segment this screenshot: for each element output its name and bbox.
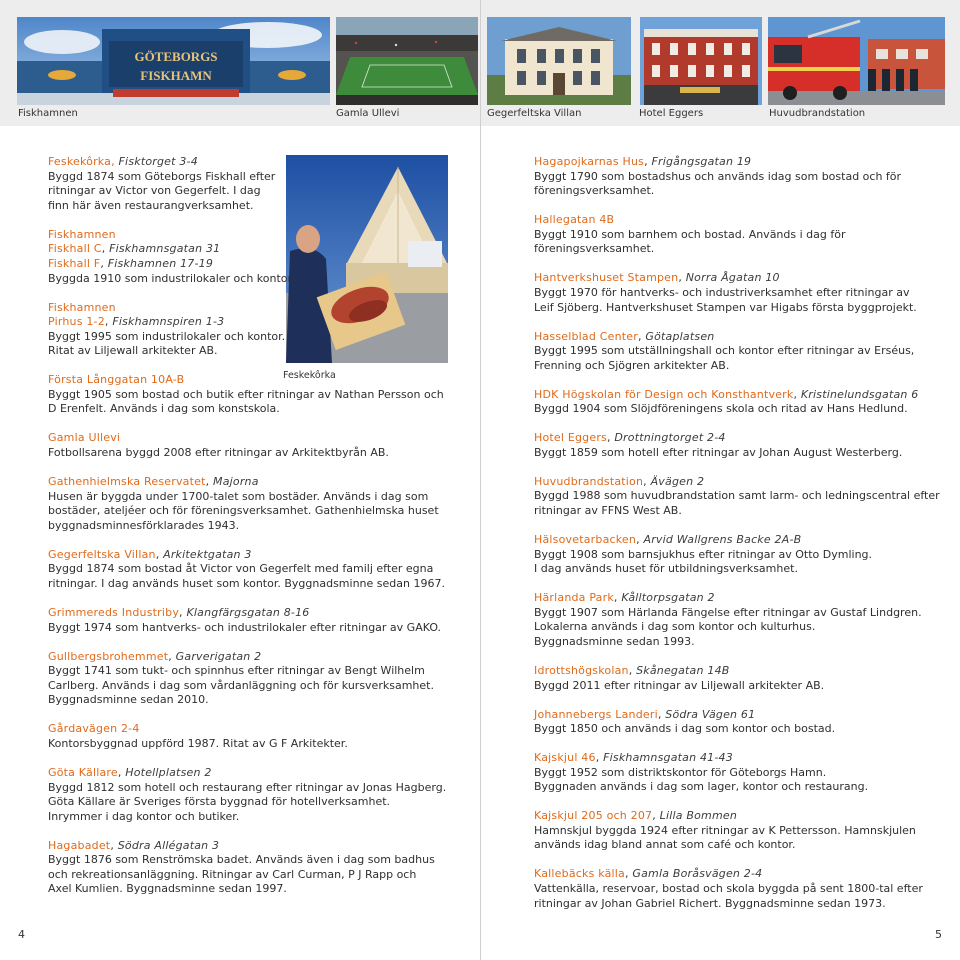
entry-description: Byggt 1952 som distriktskontor för Göteborgs Hamn. xyxy=(534,765,827,779)
entry-title-sep: , xyxy=(179,605,187,619)
entry-hantverkshuset-stampen xyxy=(534,271,934,315)
entry-description: används idag bland annat som café och kontor. xyxy=(534,838,796,852)
entry-description: Byggt 1995 som utställningshall och kontor efter ritningar av Erséus, xyxy=(534,344,915,358)
entry-title: Hasselblad Center xyxy=(534,329,638,343)
entry-description: och rekreationsanläggning. Ritningar av Carl Curman, P J Rapp och xyxy=(48,867,417,881)
entry-title-sep: , xyxy=(104,315,113,329)
entry-grimmereds xyxy=(48,605,442,635)
entry-gardavagen xyxy=(48,722,438,751)
entry-address: Fiskhamnsgatan 31 xyxy=(109,242,221,256)
entry-title: Johannebergs Landeri xyxy=(534,707,658,721)
caption-gamla-ullevi: Gamla Ullevi xyxy=(336,108,400,119)
photo-hotel-eggers xyxy=(640,17,762,105)
entry-title-sep: , xyxy=(205,475,213,489)
entry-title: Pirhus 1-2 xyxy=(48,315,105,329)
entry-title-sep: , xyxy=(628,663,637,677)
entry-description: Byggnadsminne sedan 1993. xyxy=(534,634,695,648)
entry-description: Vattenkälla, reservoar, bostad och skola byggda på sent 1800-tal efter xyxy=(534,882,923,896)
entry-title: Fiskhamnen xyxy=(48,300,116,314)
entry-description: Frenning och Sjögren arkitekter AB. xyxy=(534,358,730,372)
entry-title: Kajskjul 46 xyxy=(534,751,596,765)
entry-title-sep: , xyxy=(657,707,666,721)
entry-title-sep: , xyxy=(678,271,686,285)
entry-description: Byggda 1910 som industrilokaler och kontor. xyxy=(48,271,295,285)
entry-description: Byggnadsminne sedan 2010. xyxy=(48,693,209,707)
entry-address: Skånegatan 14B xyxy=(636,663,730,677)
entry-title: Gårdavägen 2-4 xyxy=(48,722,140,736)
entry-title: Grimmereds Industriby xyxy=(48,605,180,619)
entry-address: Kålltorpsgatan 2 xyxy=(621,591,715,605)
entry-description: Byggt 1908 som barnsjukhus efter ritningar av Otto Dymling. xyxy=(534,547,873,561)
entry-description: Byggt 1859 som hotell efter ritningar av Johan August Westerberg. xyxy=(534,445,903,459)
entry-address: Södra Vägen 61 xyxy=(665,707,756,721)
photo-gegerfeltska-villan xyxy=(487,17,631,105)
entry-description: ritningar av Victor von Gegerfelt. I dag xyxy=(48,184,261,198)
entry-title: Huvudbrandstation xyxy=(534,474,644,488)
entry-fiskhamnen-fiskhall xyxy=(48,228,438,286)
entry-title-sep: , xyxy=(644,155,652,168)
entry-title: Göta Källare xyxy=(48,765,118,779)
entry-title: Gegerfeltska Villan xyxy=(48,547,156,561)
entry-description: Byggt 1970 för hantverks- och industriverksamhet efter ritningar av xyxy=(534,285,910,299)
entry-title: Kallebäcks källa xyxy=(534,867,625,881)
entry-address: Ävägen 2 xyxy=(650,474,705,488)
entry-description: Byggt 1905 som bostad och butik efter ritningar av Nathan Persson och xyxy=(48,387,444,401)
entry-description: ritningar. I dag används huset som kontor. Byggnadsminne sedan 1967. xyxy=(48,577,445,590)
entry-johannebergs-landeri xyxy=(534,708,934,737)
entry-title-sep: , xyxy=(595,751,604,765)
entry-title-sep: , xyxy=(155,547,164,561)
caption-fiskhamnen: Fiskhamnen xyxy=(18,108,78,119)
entry-title: Första Långgatan 10A-B xyxy=(48,373,185,387)
caption-gegerfeltska-villan: Gegerfeltska Villan xyxy=(487,108,582,119)
entry-title: Kajskjul 205 och 207 xyxy=(534,809,653,823)
entry-title-sep: , xyxy=(111,155,119,168)
sign-line-2: FISKHAMN xyxy=(140,68,212,83)
entry-kajskjul-205-207 xyxy=(534,809,934,853)
entry-address: Hotellplatsen 2 xyxy=(125,765,212,779)
entry-description: ritningar av FFNS West AB. xyxy=(534,504,682,518)
entry-description: Byggnaden används i dag som lager, kontor och restaurang. xyxy=(534,780,869,794)
entry-address: Fisktorget 3-4 xyxy=(118,155,198,168)
entry-title-sep: , xyxy=(643,474,651,488)
entry-title-sep: , xyxy=(117,765,126,779)
entry-description: Inrymmer i dag kontor och butiker. xyxy=(48,809,240,823)
entry-description: finn här även restaurangverksamhet. xyxy=(48,198,254,212)
entry-description: Hamnskjul byggda 1924 efter ritningar av K Pettersson. Hamnskjulen xyxy=(534,823,916,837)
entry-gullbergsbrohemmet xyxy=(48,650,438,708)
entry-description: Byggt 1850 och används i dag som kontor och bostad. xyxy=(534,722,836,736)
entry-huvudbrandstation xyxy=(534,474,940,519)
entry-description: Byggd 2011 efter ritningar av Liljewall arkitekter AB. xyxy=(534,678,825,692)
entry-title: Feskekôrka xyxy=(48,155,112,168)
entry-gegerfeltska-villan xyxy=(48,547,445,592)
entry-hasselblad-center xyxy=(534,330,934,374)
sign-line-1: GÖTEBORGS xyxy=(134,49,218,64)
entry-description: Byggd 1812 som hotell och restaurang efter ritningar av Jonas Hagberg. xyxy=(48,780,447,794)
entry-title-sep: , xyxy=(110,838,118,852)
entry-address: Frigångsgatan 19 xyxy=(651,155,752,168)
entry-title-sep: , xyxy=(637,329,646,343)
entry-description: Ritat av Liljewall arkitekter AB. xyxy=(48,344,218,358)
entry-title: Hälsovetarbacken xyxy=(534,533,637,547)
entry-gathenhielmska xyxy=(48,475,438,533)
caption-hotel-eggers: Hotel Eggers xyxy=(639,108,704,119)
entry-description: Leif Sjöberg. Hantverkshuset Stampen var Higabs första byggprojekt. xyxy=(534,300,917,314)
entry-description: Byggt 1907 som Härlanda Fängelse efter ritningar av Gustaf Lindgren. xyxy=(534,605,922,619)
entry-title-sep: , xyxy=(652,809,660,823)
entry-address: Arvid Wallgrens Backe 2A-B xyxy=(643,533,802,547)
spread-divider xyxy=(480,0,481,960)
entry-title-sep: , xyxy=(100,256,108,270)
entry-title-sep: , xyxy=(168,649,176,663)
entry-address: Fiskhamnsgatan 41-43 xyxy=(603,751,733,765)
entry-title: Hallegatan 4B xyxy=(534,213,615,227)
right-column xyxy=(534,155,940,926)
photo-gamla-ullevi xyxy=(336,17,478,105)
entry-description: Byggd 1874 som Göteborgs Fiskhall efter xyxy=(48,169,276,183)
entry-description: Kontorsbyggnad uppförd 1987. Ritat av G F Arkitekter. xyxy=(48,736,348,750)
entry-address: Lilla Bommen xyxy=(659,809,738,823)
entry-description: Byggt 1910 som barnhem och bostad. Används i dag för xyxy=(534,227,846,241)
entry-halsovetarbacken xyxy=(534,533,934,577)
entry-harlanda-park xyxy=(534,591,934,649)
page-number-right: 5 xyxy=(935,928,942,941)
entry-title: Hantverkshuset Stampen xyxy=(534,271,679,285)
entry-title: Hagabadet xyxy=(48,838,111,852)
entry-kallebacks-kalla xyxy=(534,867,934,911)
entry-title: Fiskhamnen xyxy=(48,227,116,241)
entry-address: Kristinelundsgatan 6 xyxy=(800,387,919,401)
entry-description: föreningsverksamhet. xyxy=(534,184,655,198)
entry-description: Byggt 1741 som tukt- och spinnhus efter ritningar av Bengt Wilhelm xyxy=(48,664,425,678)
entry-address: Götaplatsen xyxy=(645,329,715,343)
entry-title: HDK Högskolan för Design och Konsthantverk xyxy=(534,387,794,401)
entry-title: Härlanda Park xyxy=(534,591,614,605)
entry-idrottshogskolan xyxy=(534,664,934,693)
entry-title: Fiskhall C xyxy=(48,242,102,256)
entry-address: Norra Ågatan 10 xyxy=(685,271,780,285)
page-number-left: 4 xyxy=(18,928,25,941)
entry-hotel-eggers xyxy=(534,431,934,460)
photo-fiskhamnen xyxy=(17,17,330,105)
entry-description: D Erenfelt. Används i dag som konstskola. xyxy=(48,402,280,416)
entry-description: Byggd 1904 som Slöjdföreningens skola och ritad av Hans Hedlund. xyxy=(534,402,908,416)
entry-hagapojkarnas-hus xyxy=(534,155,934,199)
entry-title: Gamla Ullevi xyxy=(48,431,121,445)
entry-hdk xyxy=(534,388,934,417)
entry-description: Göta Källare är Sveriges första byggnad för hotellverksamhet. xyxy=(48,795,391,809)
entry-description: Lokalerna används i dag som kontor och kulturhus. xyxy=(534,620,816,634)
entry-description: I dag används huset för utbildningsverksamhet. xyxy=(534,562,798,576)
entry-description: Byggt 1974 som hantverks- och industrilokaler efter ritningar av GAKO. xyxy=(48,620,442,634)
entry-description: Fotbollsarena byggd 2008 efter ritningar av Arkitektbyrån AB. xyxy=(48,446,389,460)
entry-title-sep: , xyxy=(101,242,110,256)
entry-title: Hagapojkarnas Hus xyxy=(534,155,645,168)
entry-forsta-langgatan xyxy=(48,373,444,417)
entry-description: Byggt 1876 som Renströmska badet. Används även i dag som badhus xyxy=(48,853,435,867)
entry-address: Arkitektgatan 3 xyxy=(163,547,252,561)
entry-title-sep: , xyxy=(613,591,622,605)
caption-huvudbrandstation: Huvudbrandstation xyxy=(769,108,866,119)
photo-huvudbrandstation xyxy=(768,17,945,105)
entry-description: bostäder, ateljéer och för föreningsverksamhet. Gathenhielmska huset xyxy=(48,504,439,518)
entry-description: Carlberg. Används i dag som vårdanläggning och för kursverksamhet. xyxy=(48,678,434,692)
entry-title-sep: , xyxy=(606,431,615,445)
entry-hagabadet xyxy=(48,839,438,897)
entry-address: Gamla Boråsvägen 2-4 xyxy=(632,867,763,881)
entry-gota-kallare xyxy=(48,765,447,824)
entry-address: Majorna xyxy=(213,475,259,489)
entry-description: föreningsverksamhet. xyxy=(534,242,655,256)
entry-hallegatan xyxy=(534,213,934,257)
entry-title-sep: , xyxy=(793,387,801,401)
entry-title-sep: , xyxy=(636,533,644,547)
entry-title: Hotel Eggers xyxy=(534,431,607,445)
entry-address: Fiskhamnspiren 1-3 xyxy=(112,315,225,329)
entry-address: Fiskhamnen 17-19 xyxy=(107,256,214,270)
caption-feskekorka: Feskekôrka xyxy=(283,370,336,381)
entry-address: Klangfärgsgatan 8-16 xyxy=(186,605,310,619)
entry-address: Garverigatan 2 xyxy=(175,649,262,663)
entry-description: Husen är byggda under 1700-talet som bostäder. Används i dag som xyxy=(48,489,429,503)
entry-title: Gathenhielmska Reservatet xyxy=(48,475,206,489)
entry-description: byggnadsminnesförklarades 1943. xyxy=(48,518,240,532)
entry-description: ritningar av Johan Gabriel Richert. Byggnadsminne sedan 1973. xyxy=(534,896,886,910)
entry-description: Byggd 1988 som huvudbrandstation samt larm- och ledningscentral efter xyxy=(534,489,940,503)
entry-title-sep: , xyxy=(624,867,633,881)
entry-title: Gullbergsbrohemmet xyxy=(48,649,169,663)
entry-address: Södra Allégatan 3 xyxy=(117,838,220,852)
entry-fiskhamnen-pirhus xyxy=(48,301,438,359)
entry-title: Idrottshögskolan xyxy=(534,663,629,677)
entry-description: Byggd 1874 som bostad åt Victor von Gegerfelt med familj efter egna xyxy=(48,562,434,576)
left-column xyxy=(48,155,447,911)
entry-description: Byggt 1995 som industrilokaler och kontor. xyxy=(48,329,286,343)
entry-description: Axel Kumlien. Byggnadsminne sedan 1997. xyxy=(48,882,287,896)
entry-kajskjul-46 xyxy=(534,751,934,795)
entry-feskekorka xyxy=(48,155,438,213)
entry-description: Byggt 1790 som bostadshus och används idag som bostad och för xyxy=(534,169,902,183)
entry-title: Fiskhall F xyxy=(48,256,101,270)
entry-address: Drottningtorget 2-4 xyxy=(614,431,726,445)
entry-gamla-ullevi xyxy=(48,431,438,460)
